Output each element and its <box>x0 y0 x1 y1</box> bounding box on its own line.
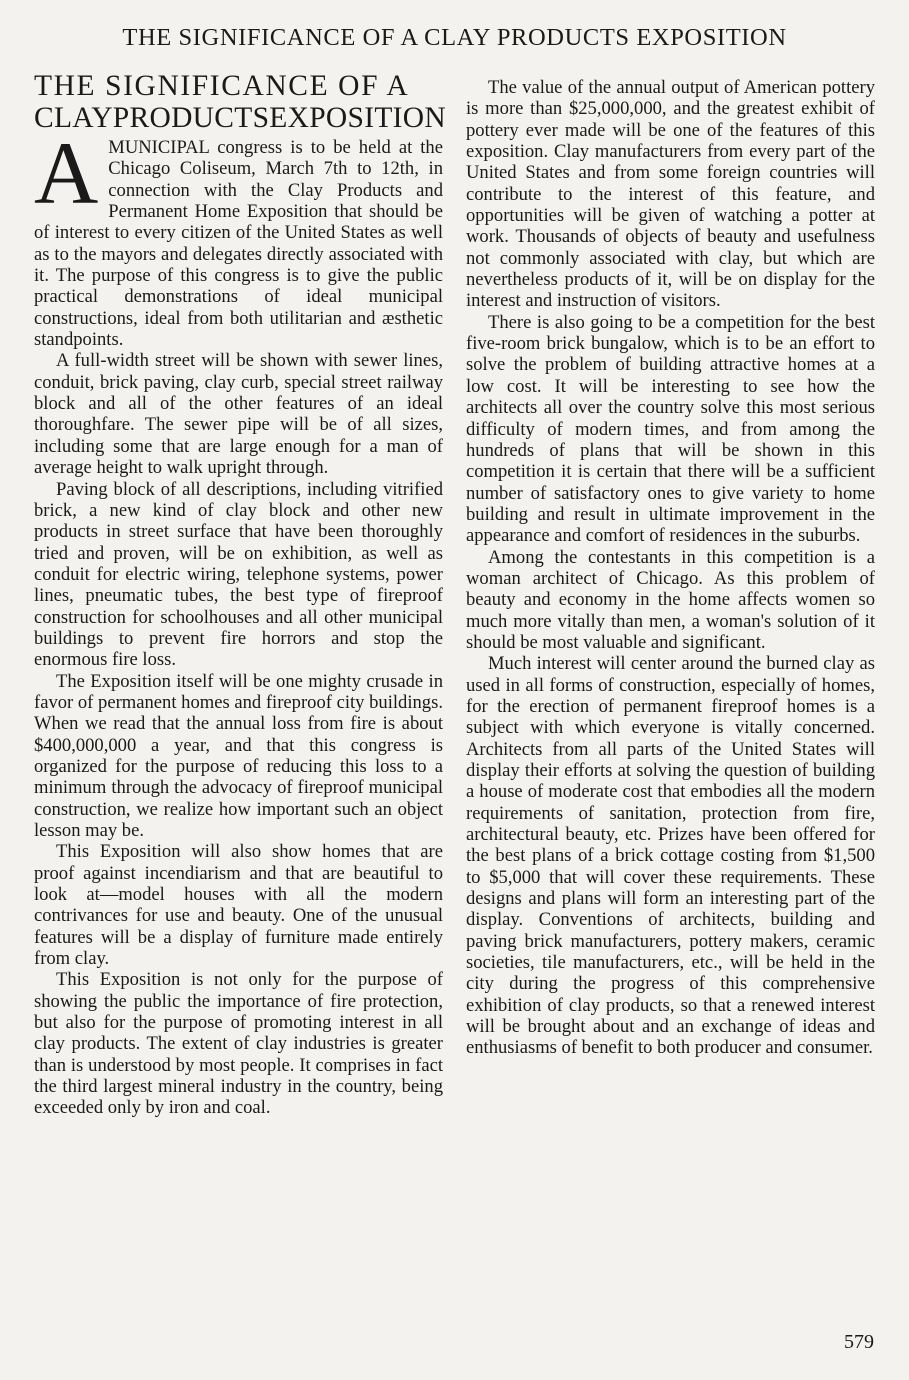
paragraph-4: The Exposition itself will be one mighty crusade in favor of permanent homes and fireproof city buildings. When we read that the annual loss from fire is about $400,000,000 a year, and that this congress is organized for the purpose of reducing this loss to a minimum through the advocacy of fireproof municipal construction, we realize how important such an object lesson may be. <box>34 670 443 841</box>
right-column <box>466 77 875 1059</box>
drop-cap: A <box>34 125 99 223</box>
page-number: 579 <box>844 1331 874 1353</box>
paragraph-5: This Exposition will also show homes that are proof against incendiarism and that are beautiful to look at—model houses with all the modern contrivances for use and beauty. One of the unusual features will be a display of furniture made entirely from clay. <box>34 841 443 970</box>
paragraph-9: Among the contestants in this competition is a woman architect of Chicago. As this problem of beauty and economy in the home affects women so much more vitally than men, a woman's solution of it should be most valuable and significant. <box>466 546 875 653</box>
paragraph-1-text: MUNICIPAL congress is to be held at the Chicago Coliseum, March 7th to 12th, in connection with the Clay Products and Permanent Home Exposition that should be of interest to every citizen of the United States as well as to the mayors and delegates directly associated with it. The purpose of this congress is to give the public practical demonstrations of ideal municipal constructions, ideal from both utilitarian and æsthetic standpoints. <box>34 137 443 351</box>
paragraph-2: A full-width street will be shown with sewer lines, conduit, brick paving, clay curb, special street railway block and all of the other features of an ideal thoroughfare. The sewer pipe will be of all sizes, including some that are large enough for a man of average height to walk upright through. <box>34 350 443 479</box>
paragraph-8: There is also going to be a competition for the best five-room brick bungalow, which is to be an effort to solve the problem of building attractive homes at a low cost. It will be interesting to see how the architects all over the country solve this most serious difficulty of modern times, and from among the hundreds of plans that will be shown in this competition it is certain that there will be a sufficient number of satisfactory ones to give variety to home building and result in ultimate improvement in the appearance and comfort of residences in the suburbs. <box>466 311 875 547</box>
paragraph-1 <box>34 125 443 351</box>
running-head: THE SIGNIFICANCE OF A CLAY PRODUCTS EXPOSITION <box>122 24 787 51</box>
paragraph-6: This Exposition is not only for the purpose of showing the public the importance of fire protection, but also for the purpose of promoting interest in all clay products. The extent of clay industries is greater than is understood by most people. It comprises in fact the third largest mineral industry in the country, being exceeded only by iron and coal. <box>34 969 443 1119</box>
paragraph-3: Paving block of all descriptions, including vitrified brick, a new kind of clay block and other new products in street surface that have been thoroughly tried and proven, will be on exhibition, as well as conduit for electric wiring, telephone systems, power lines, pneumatic tubes, the best type of fireproof construction for schoolhouses and all other municipal buildings to prevent fire horrors and stop the enormous fire loss. <box>34 478 443 671</box>
left-column <box>34 70 447 1119</box>
article-title-line-1: THE SIGNIFICANCE OF A <box>34 70 410 102</box>
article-title-line-2: CLAYPRODUCTSEXPOSITION <box>34 102 447 134</box>
paragraph-7: The value of the annual output of American pottery is more than $25,000,000, and the greatest exhibit of pottery ever made will be one of the features of this exposition. Clay manufacturers from every part of the United States and from some foreign countries will contribute to the interest of this feature, and opportunities will be given of watching a potter at work. Thousands of objects of beauty and usefulness not commonly associated with clay, but which are nevertheless products of it, will be on display for the interest and instruction of visitors. <box>466 77 875 312</box>
article-title <box>34 70 447 134</box>
paragraph-10: Much interest will center around the burned clay as used in all forms of construction, especially of homes, for the erection of permanent fireproof homes is a subject with which everyone is vitally concerned. Architects from all parts of the United States will display their efforts at solving the question of building a house of moderate cost that embodies all the modern requirements of sanitation, protection from fire, architectural beauty, etc. Prizes have been offered for the best plans of a brick cottage costing from $1,500 to $5,000 that will cover these requirements. These designs and plans will form an interesting part of the display. Conventions of architects, building and paving brick manufacturers, pottery makers, ceramic societies, tile manufacturers, etc., will be held in the city during the progress of this comprehensive exhibition of clay products, so that a renewed interest will be brought about and an exchange of ideas and enthusiasms of benefit to both producer and consumer. <box>466 653 875 1059</box>
